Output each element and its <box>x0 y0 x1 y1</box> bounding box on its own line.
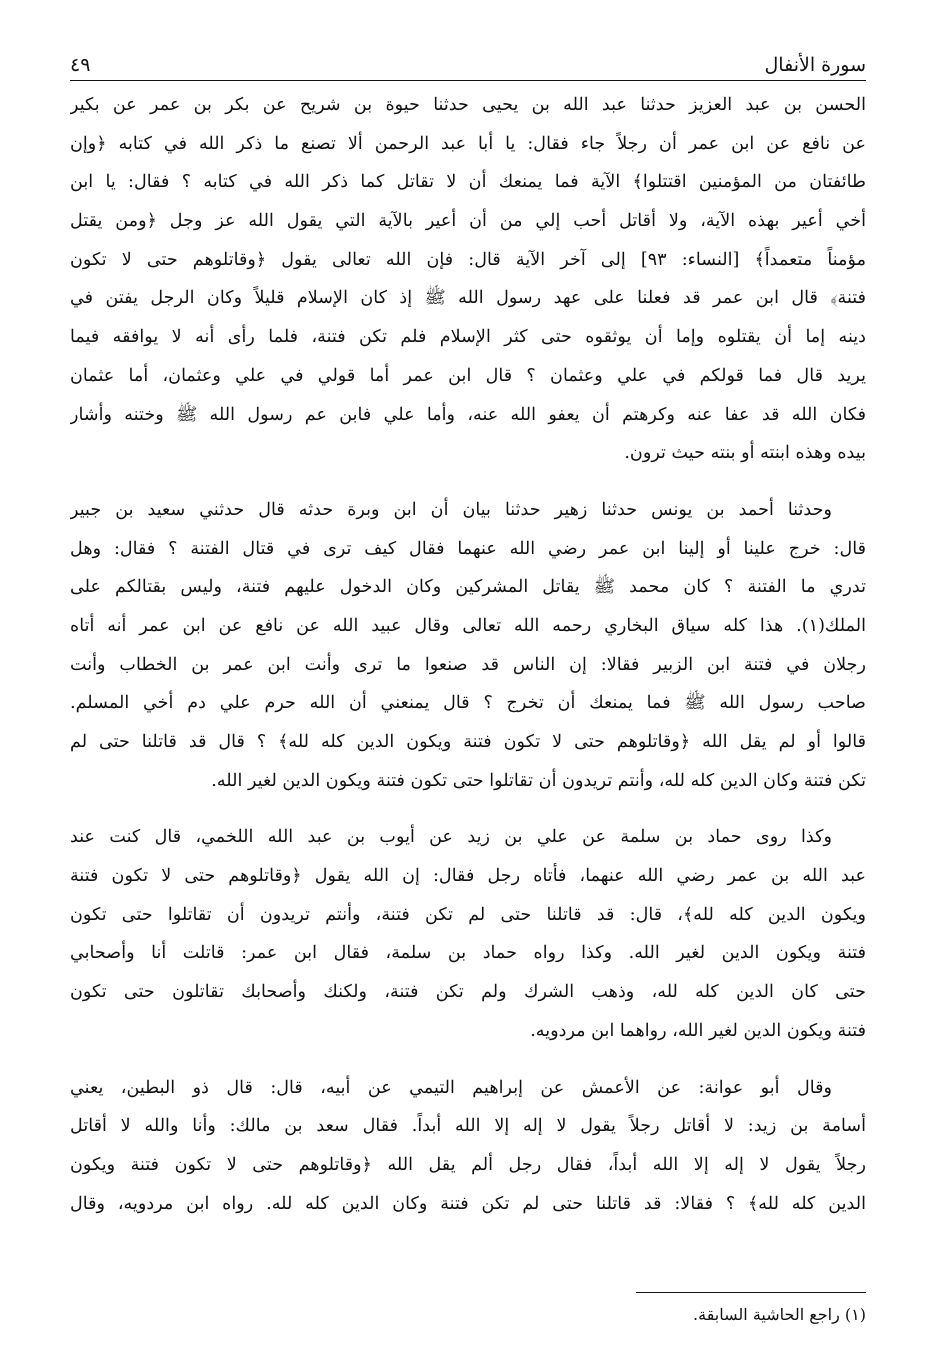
text-line: وقال أبو عوانة: عن الأعمش عن إبراهيم التيمي عن أبيه، قال: قال ذو البطين، يعني <box>70 1077 832 1098</box>
page-number: ٤٩ <box>70 54 91 76</box>
footnote-rule <box>636 1292 866 1293</box>
text-line: أخي أعير بهذه الآية، ولا أقاتل أحب إلي من أن أعير بالآية التي يقول الله عز وجل ﴿ومن يقتل <box>70 211 866 232</box>
footnote-text: راجع الحاشية السابقة. <box>693 1305 840 1324</box>
text-line: تكن فتنة وكان الدين كله لله، وأنتم تريدون أن تقاتلوا حتى تكون فتنة ويكون الدين لغير الله. <box>211 770 866 791</box>
text-line: الحسن بن عبد العزيز حدثنا عبد الله بن يحيى حدثنا حيوة بن شريح عن بكر بن عمر عن بكير <box>70 95 866 115</box>
text-line: فتنة ويكون الدين لغير الله، رواهما ابن مردويه. <box>530 1020 866 1041</box>
text-line: ويكون الدين كله لله﴾، قال: قد قاتلنا حتى لم تكن فتنة، وأنتم تريدون أن تقاتلوا حتى تكون <box>70 904 866 925</box>
text-line: صاحب رسول الله ﷺ فما يمنعك أن تخرج ؟ قال يمنعني أن الله حرم علي دم أخي المسلم. <box>70 693 866 714</box>
text-line: تدري ما الفتنة ؟ كان محمد ﷺ يقاتل المشركين وكان الدخول عليهم فتنة، وليس بقتالكم على <box>70 577 866 598</box>
footnote <box>70 1302 866 1328</box>
text-line: بيده وهذه ابنته أو بنته حيث ترون. <box>624 443 866 464</box>
running-head <box>70 48 866 76</box>
text-line: مؤمناً متعمداً﴾ [النساء: ٩٣] إلى آخر الآية قال: فإن الله تعالى يقول ﴿وقاتلوهم حتى لا تكون <box>70 249 866 270</box>
text-line: قالوا أو لم يقل الله ﴿وقاتلوهم حتى لا تكون فتنة ويكون الدين كله لله﴾ ؟ قال قد قاتلنا حتى لم <box>70 732 866 752</box>
text-line: قال: خرج علينا أو إلينا ابن عمر رضي الله عنهما فقال كيف ترى في قتال الفتنة ؟ فقال: وهل <box>70 538 866 559</box>
main-text <box>70 86 866 1223</box>
text-line: رجلاً يقول لا إله إلا الله أبداً، فقال رجل ألم يقل الله ﴿وقاتلوهم حتى لا تكون فتنة ويكون <box>70 1154 866 1175</box>
text-line: فكان الله قد عفا عنه وكرهتم أن يعفو الله عنه، وأما علي فابن عم رسول الله ﷺ وختنه وأشار <box>70 404 866 425</box>
text-line: فتنة ويكون الدين لغير الله. وكذا رواه حماد بن سلمة، فقال ابن عمر: قاتلت أنا وأصحابي <box>70 943 866 964</box>
footnote-number: (١) <box>844 1305 866 1324</box>
header-rule <box>70 80 866 81</box>
text-line: الملك(١). هذا كله سياق البخاري رحمه الله تعالى وقال عبيد الله عن نافع عن ابن عمر أنه أتاه <box>70 615 866 636</box>
surah-title: سورة الأنفال <box>764 54 866 76</box>
text-line: أسامة بن زيد: لا أقاتل رجلاً يقول لا إله إلا الله أبداً. فقال سعد بن مالك: وأنا والله لا أقاتل <box>70 1116 866 1137</box>
text-line: حتى كان الدين كله لله، وذهب الشرك ولم تكن فتنة، ولكنك وأصحابك تقاتلون حتى تكون <box>70 982 866 1003</box>
text-line: يريد قال فما قولكم في علي وعثمان ؟ قال ابن عمر أما قولي في علي وعثمان، أما عثمان <box>70 365 866 386</box>
text-line: وحدثنا أحمد بن يونس حدثنا زهير حدثنا بيان أن ابن وبرة حدثه قال حدثني سعيد بن جبير <box>70 499 832 520</box>
paragraph-gap <box>70 1051 866 1069</box>
text-line: دينه إما أن يقتلوه وإما أن يوثقوه حتى كثر الإسلام فلم تكن فتنة، فلما رأى أنه لا يوافقه فيما <box>70 327 866 348</box>
text-line: عبد الله بن عمر رضي الله عنهما، فأتاه رجل فقال: إن الله يقول ﴿وقاتلوهم حتى لا تكون فتنة <box>70 866 866 887</box>
text-line: طائفتان من المؤمنين اقتتلوا﴾ الآية فما يمنعك أن لا تقاتل كما ذكر الله في كتابه ؟ فقال: يا ابن <box>70 172 866 193</box>
text-line: الدين كله لله﴾ ؟ فقالا: قد قاتلنا حتى لم تكن فتنة وكان الدين كله لله. رواه ابن مردويه، وقال <box>70 1193 866 1214</box>
text-line: عن نافع عن ابن عمر أن رجلاً جاء فقال: يا أبا عبد الرحمن ألا تصنع ما ذكر الله في كتابه ﴿وإن <box>70 133 866 154</box>
text-line: وكذا روى حماد بن سلمة عن علي بن زيد عن أيوب بن عبد الله اللخمي، قال كنت عند <box>70 827 832 848</box>
paragraph-gap <box>70 473 866 491</box>
paragraph-gap <box>70 800 866 818</box>
text-line: رجلان في فتنة ابن الزبير فقالا: إن الناس قد صنعوا ما ترى وأنت ابن عمر بن الخطاب وأنت <box>70 654 866 675</box>
text-line: فتنة﴾ قال ابن عمر قد فعلنا على عهد رسول الله ﷺ إذ كان الإسلام قليلاً وكان الرجل يفتن في <box>70 288 866 309</box>
